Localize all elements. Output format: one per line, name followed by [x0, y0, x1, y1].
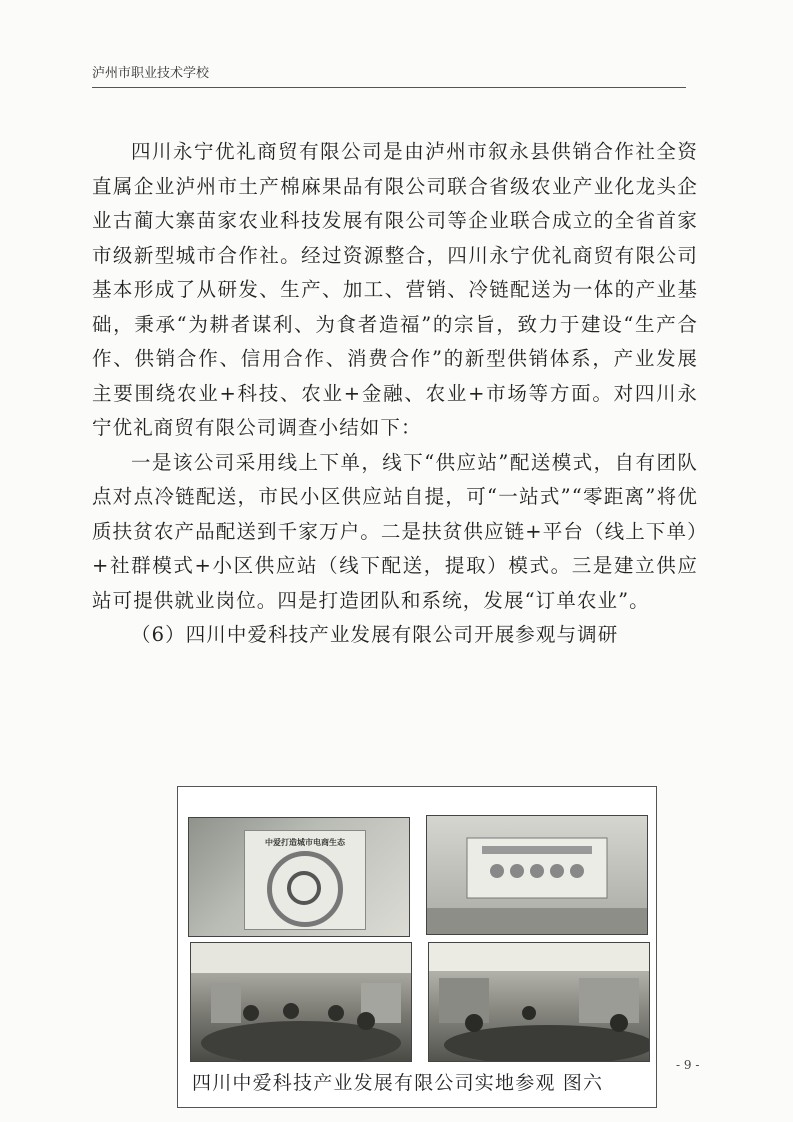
- meeting-room-sketch: [191, 943, 411, 1061]
- poster: [244, 830, 366, 930]
- photo-ecommerce-poster: [188, 817, 410, 937]
- page-number: - 9 -: [676, 1058, 700, 1072]
- meeting-room-sketch-2: [429, 943, 649, 1061]
- section-heading-6: （6）四川中爱科技产业发展有限公司开展参观与调研: [131, 623, 619, 646]
- running-header: 泸州市职业技术学校: [92, 62, 686, 88]
- photo-meeting-room-2: [428, 942, 650, 1062]
- ecosystem-ring-core: [287, 871, 321, 905]
- photo-exhibition-hall: [426, 815, 648, 935]
- poster-title: 中爱打造城市电商生态: [265, 837, 345, 847]
- paragraph-1: 四川永宁优礼商贸有限公司是由泸州市叙永县供销合作社全资直属企业泸州市土产棉麻果品有限公司联合省级农业产业化龙头企业古蔺大寨苗家农业科技发展有限公司等企业联合成立的全省首家市级新型城市合作社。经过资源整合，四川永宁优礼商贸有限公司基本形成了从研发、生产、加工、营销、冷链配送为一体的产业基础，秉承“为耕者谋利、为食者造福”的宗旨，致力于建设“生产合作、供销合作、信用合作、消费合作”的新型供销体系，产业发展主要围绕农业+科技、农业+金融、农业+市场等方面。对四川永宁优礼商贸有限公司调查小结如下：: [92, 140, 698, 439]
- figure-caption: 四川中爱科技产业发展有限公司实地参观 图六: [192, 1072, 604, 1094]
- exhibition-hall-sketch: [427, 816, 647, 934]
- paragraph-2: 一是该公司采用线上下单，线下“供应站”配送模式，自有团队点对点冷链配送，市民小区供应站自提，可“一站式”“零距离”将优质扶贫农产品配送到千家万户。二是扶贫供应链+平台（线上下单）+社群模式+小区供应站（线下配送，提取）模式。三是建立供应站可提供就业岗位。四是打造团队和系统，发展“订单农业”。: [92, 450, 698, 612]
- figure-six: [177, 786, 657, 1108]
- photo-meeting-room-1: [190, 942, 412, 1062]
- body-text: [92, 135, 698, 653]
